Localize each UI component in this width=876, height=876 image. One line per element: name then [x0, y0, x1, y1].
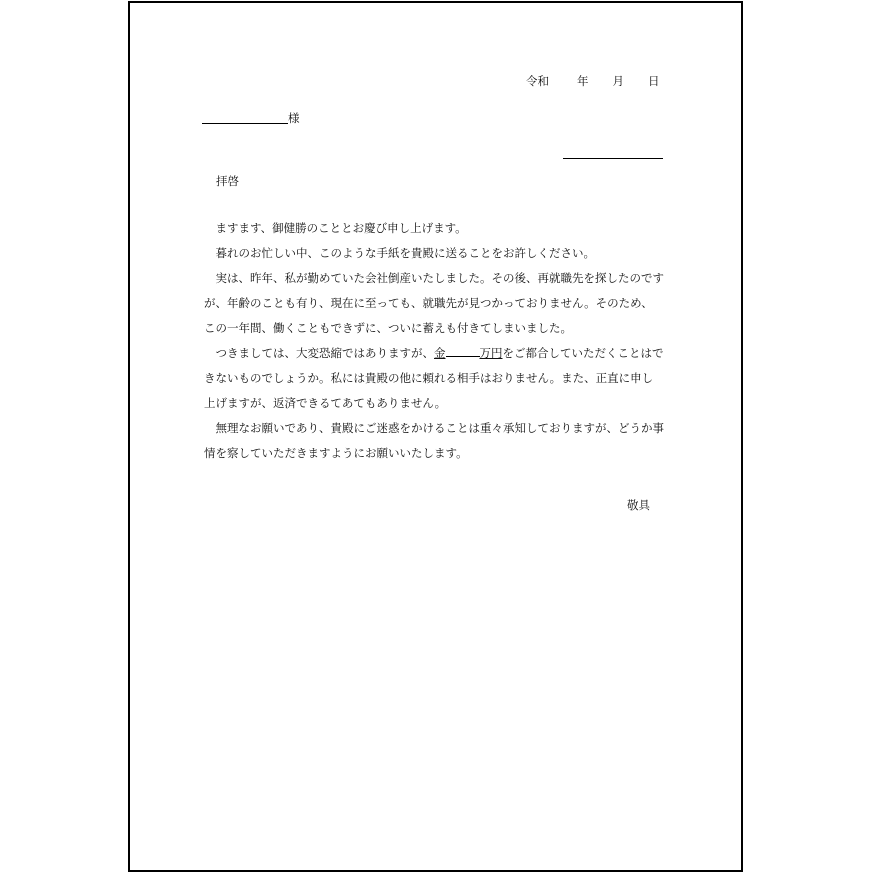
date-line [526, 74, 660, 88]
recipient-name-blank [202, 123, 288, 124]
date-year: 年 [577, 74, 589, 88]
letter-page [128, 1, 743, 872]
body-paragraph-2: 暮れのお忙しい中、このような手紙を貴殿に送ることをお許しください。 [215, 246, 595, 260]
date-day: 日 [648, 74, 660, 88]
opening-greeting: 拝啓 [216, 174, 239, 188]
sender-name-blank [563, 158, 663, 159]
body-paragraph-4: つきましては、大変恐縮ではありますが、金 万円をご都合していただくことはできないものでしょうか。私には貴殿の他に頼れる相手はおりません。また、正直に申し上げますが、返済できるてあてもありません。 [204, 346, 664, 410]
closing-phrase: 敬具 [627, 498, 650, 512]
letter-body [204, 216, 664, 466]
date-month: 月 [612, 74, 624, 88]
recipient-suffix: 様 [288, 111, 300, 125]
amount-field: 金 万円 [434, 346, 503, 360]
body-paragraph-5: 無理なお願いであり、貴殿にご迷惑をかけることは重々承知しておりますが、どうか事情を察していただきますようにお願いいたします。 [204, 421, 664, 460]
date-era: 令和 [526, 74, 549, 88]
body-paragraph-3: 実は、昨年、私が勤めていた会社倒産いたしました。その後、再就職先を探したのですが、年齢のことも有り、現在に至っても、就職先が見つかっておりません。そのため、この一年間、働くこともできずに、ついに蓄えも付きてしまいました。 [204, 271, 664, 335]
body-paragraph-1: ますます、御健勝のこととお慶び申し上げます。 [215, 221, 467, 235]
